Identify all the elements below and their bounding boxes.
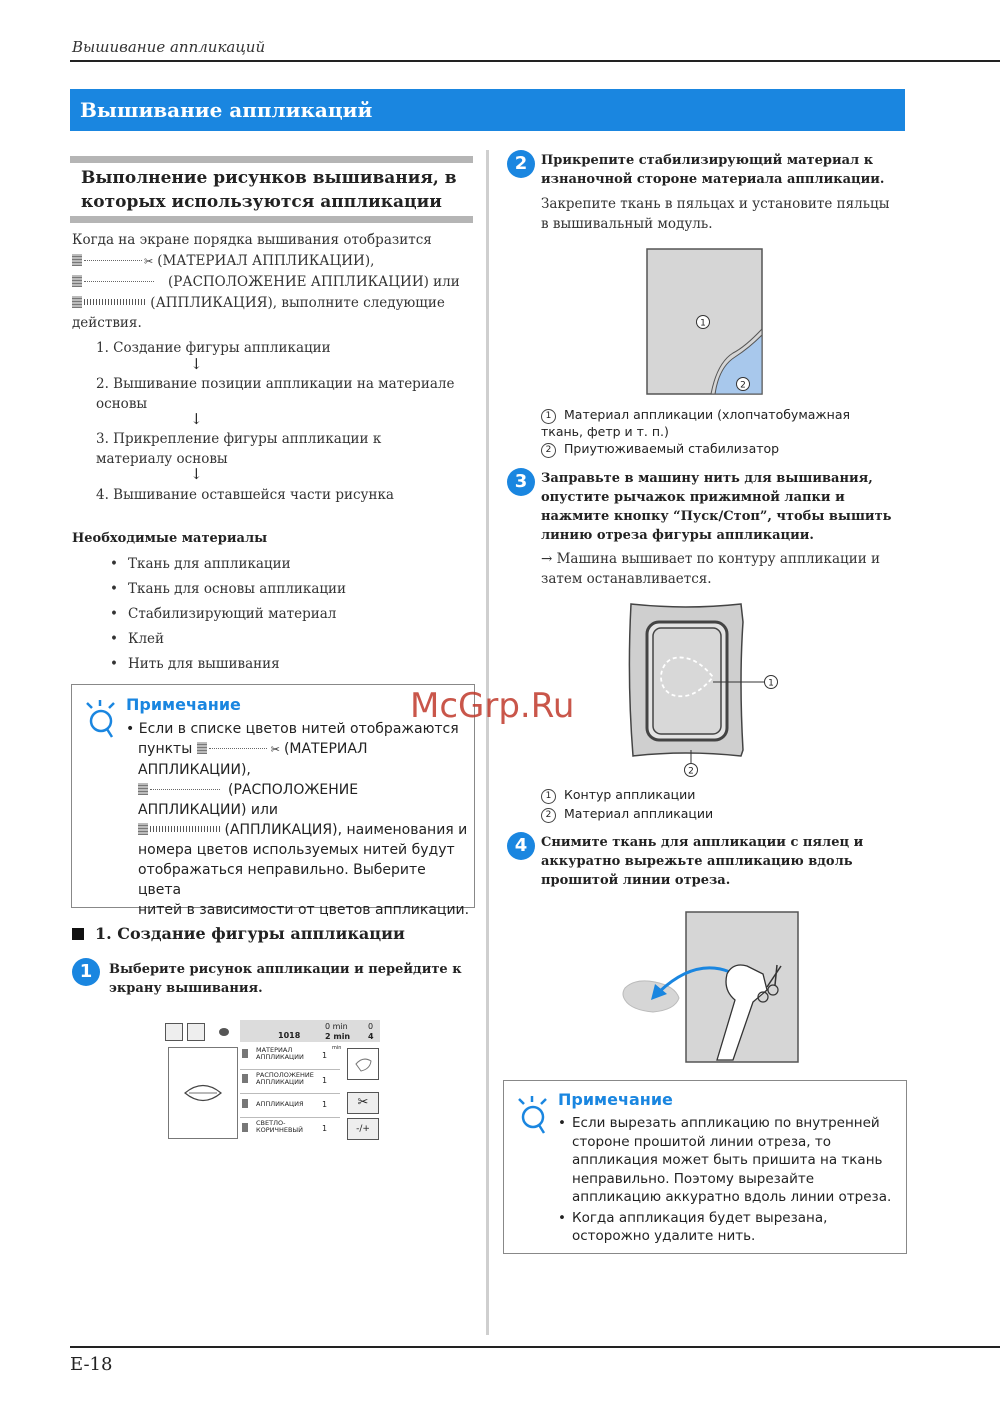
procedure-step-4: 4. Вышивание оставшейся части рисунка (96, 487, 394, 503)
step3-caption-1: 1 Контур аппликации (541, 787, 695, 804)
spool-icon (72, 254, 82, 266)
step3-result: → Машина вышивает по контуру аппликации и затем останавливается. (541, 551, 880, 587)
cutting-illustration (615, 910, 805, 1065)
status-bar: 1018 0 min 2 min 0 4 (240, 1020, 380, 1042)
zigzag-line-icon (84, 299, 146, 305)
step-number-2: 2 (507, 150, 535, 178)
down-arrow-icon: ↓ (190, 355, 203, 373)
shape-button[interactable] (347, 1048, 379, 1080)
intro-item3: (АППЛИКАЦИЯ), выполните следующие (72, 293, 445, 313)
step2-caption-1: 1 Материал аппликации (хлопчатобумажная ткань, фетр и т. п.) (541, 407, 851, 439)
spool-icon (72, 296, 82, 308)
column-divider (486, 150, 489, 1335)
materials-item: • Ткань для аппликации (128, 556, 291, 572)
step1-text: Выберите рисунок аппликации и перейдите к экрану вышивания. (109, 962, 462, 996)
scissors-button[interactable]: ✂ (347, 1092, 379, 1114)
procedure-step-2: 2. Вышивание позиции аппликации на материале основы (96, 376, 455, 412)
step2-title: Прикрепите стабилизирующий материал к изнаночной стороне материала аппликации. (541, 153, 885, 187)
note-title: Примечание (558, 1090, 673, 1109)
tension-button[interactable]: -/+ (347, 1118, 379, 1140)
embroidery-screen (165, 1020, 380, 1145)
materials-item: • Нить для вышивания (128, 656, 280, 672)
intro-item1: ✂ (МАТЕРИАЛ АППЛИКАЦИИ), (72, 251, 374, 272)
down-arrow-icon: ↓ (190, 410, 203, 428)
materials-item: • Ткань для основы аппликации (128, 581, 346, 597)
spool-icon (72, 275, 82, 287)
running-header: Вышивание аппликаций (72, 38, 266, 56)
svg-text:2: 2 (688, 766, 694, 777)
intro-item2: (РАСПОЛОЖЕНИЕ АППЛИКАЦИИ) или (72, 272, 460, 292)
step2-caption-2: 2 Приутюживаемый стабилизатор (541, 441, 891, 458)
step2-text: Закрепите ткань в пяльцах и установите пяльцы в вышивальный модуль. (541, 196, 890, 232)
chapter-banner (70, 89, 905, 131)
thread-list[interactable]: МАТЕРИАЛ АППЛИКАЦИИ 1 min РАСПОЛОЖЕНИЕ АППЛИКАЦИИ 1 АППЛИКАЦИЯ 1 СВЕТЛО-КОРИЧНЕВЫЙ 1 (240, 1047, 345, 1147)
procedure-step-3: 3. Прикрепление фигуры аппликации к материалу основы (96, 431, 382, 467)
step3-title: Заправьте в машину нить для вышивания, опустите рычажок прижимной лапки и нажмите кнопку “Пуск/Стоп”, чтобы вышить линию отреза фигуры аппликации. (541, 471, 892, 543)
page-number: E-18 (70, 1354, 113, 1375)
procedure-step-1: 1. Создание фигуры аппликации (96, 340, 331, 356)
chapter-title: Вышивание аппликаций (80, 98, 373, 122)
note-box (503, 1080, 907, 1254)
thread-icon (219, 1028, 229, 1036)
step-number-1: 1 (72, 958, 100, 986)
pattern-preview (168, 1047, 238, 1139)
svg-text:2: 2 (740, 380, 746, 391)
footer-rule (70, 1346, 1000, 1348)
down-arrow-icon: ↓ (190, 465, 203, 483)
intro-line-end: действия. (72, 315, 142, 331)
lightbulb-icon (84, 699, 120, 739)
screen-button[interactable] (187, 1023, 205, 1041)
step4-title: Снимите ткань для аппликации с пялец и аккуратно вырежьте аппликацию вдоль прошитой линии отреза. (541, 835, 864, 888)
watermark: McGrp.Ru (410, 686, 575, 726)
intro-line1: Когда на экране порядка вышивания отобразится (72, 232, 432, 248)
dotted-line-icon (84, 281, 154, 282)
svg-text:1: 1 (768, 678, 774, 689)
note-text: • Если в списке цветов нитей отображаются пункты ✂ (МАТЕРИАЛ АППЛИКАЦИИ), (РАСПОЛОЖЕНИЕ АППЛИКАЦИИ) или (АППЛИКАЦИЯ), наименования и номера цветов используемых нитей будут отображаться неправильно. Выберите цвета нитей в зависимости от цветов аппликации. (126, 721, 470, 918)
subsection-marker (72, 928, 84, 940)
section-bar-top (70, 156, 473, 163)
dotted-line-icon (84, 260, 142, 261)
scissors-icon: ✂ (144, 255, 154, 268)
step-number-4: 4 (507, 832, 535, 860)
materials-item: • Клей (128, 631, 164, 647)
fabric-stabilizer-illustration (645, 247, 765, 397)
hoop-illustration (625, 600, 785, 780)
materials-item: • Стабилизирующий материал (128, 606, 336, 622)
screen-button[interactable] (165, 1023, 183, 1041)
step3-caption-2: 2 Материал аппликации (541, 806, 713, 823)
lightbulb-icon (516, 1095, 552, 1135)
header-rule (70, 60, 1000, 62)
section-bar-bottom (70, 216, 473, 223)
step-number-3: 3 (507, 468, 535, 496)
note-title: Примечание (126, 695, 241, 714)
section-title: Выполнение рисунков вышивания, в которых используются аппликации (81, 168, 457, 212)
svg-text:1: 1 (700, 318, 706, 329)
materials-heading: Необходимые материалы (72, 531, 268, 546)
subsection-title: 1. Создание фигуры аппликации (95, 924, 405, 943)
note-text: • Если вырезать аппликацию по внутренней стороне прошитой линии отреза, то аппликация может быть пришита на ткань неправильно. Поэтому вырезайте аппликацию аккуратно вдоль линии отреза. • Когда аппликация будет вырезана, осторожно удалите нить. (558, 1115, 892, 1244)
